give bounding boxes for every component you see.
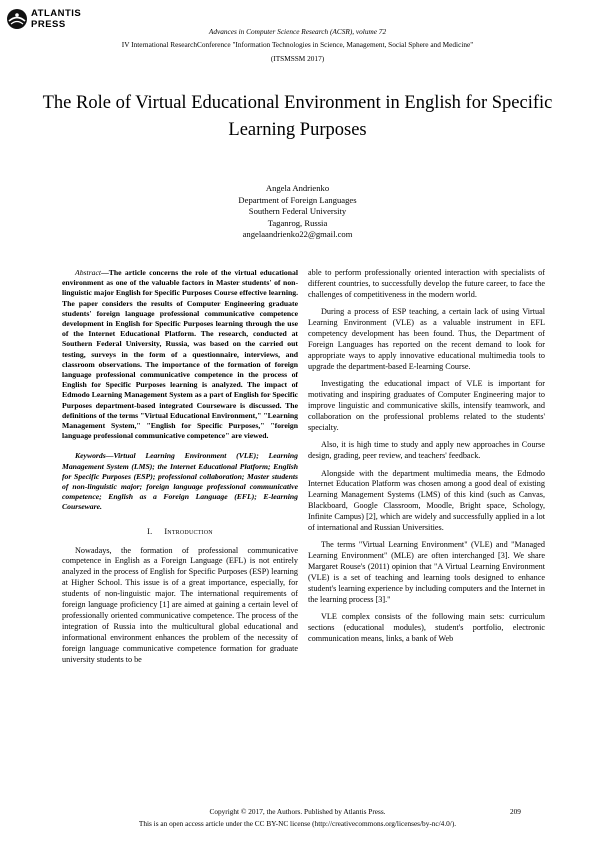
body-paragraph: The terms "Virtual Learning Environment" (VLE) and "Managed Learning Environment" (MLE) are often interchanged [3]. We share Margaret Rouse's (2011) opinion that "A Virtual Learning Environment (VLE) is a set of teaching and learning tools designed to enhance student's learning experience by including computers and the Internet in the learning process [3]."	[308, 540, 545, 604]
body-paragraph: able to perform professionally oriented interaction with specialists of different countries, to successfully develop the future career, to face the challenges of competitiveness in the modern world.	[308, 268, 545, 299]
running-header-acronym: (ITSMSSM 2017)	[270, 54, 325, 63]
footer-copyright: Copyright © 2017, the Authors. Published by Atlantis Press.	[209, 807, 386, 816]
author-block	[0, 183, 595, 241]
section-heading-introduction	[62, 527, 298, 538]
page-number: 209	[510, 807, 521, 816]
keywords	[62, 451, 298, 512]
body-paragraph: Also, it is high time to study and apply new approaches in Course design, grading, peer review, and teachers' feedback.	[308, 440, 545, 461]
author-name: Angela Andrienko	[265, 183, 330, 193]
abstract-label: Abstract	[75, 268, 102, 277]
footer-license[interactable]: This is an open access article under the CC BY-NC license (http://creativecommons.org/licenses/by-nc/4.0/).	[138, 819, 457, 828]
paper-title: The Role of Virtual Educational Environment in English for Specific Learning Purposes	[42, 93, 553, 140]
author-city: Taganrog, Russia	[267, 217, 328, 228]
left-column	[62, 268, 298, 672]
body-paragraph: Investigating the educational impact of VLE is important for motivating and inspiring graduates of Computer Engineering major to improve linguistic and communicative skills, intensify teamwork, and collaboration on the professional problems related to the students' specialty.	[308, 379, 545, 432]
abstract	[62, 268, 298, 441]
author-email[interactable]: angelaandrienko22@gmail.com	[242, 229, 353, 240]
running-header-conference: IV International ResearchConference "Information Technologies in Science, Management, Social Sphere and Medicine"	[121, 40, 474, 49]
author-department: Department of Foreign Languages	[238, 194, 357, 205]
body-paragraph: During a process of ESP teaching, a certain lack of using Virtual Learning Environment (VLE) as a valuable instrument in EFL competency development has been found. Thus, the Department of Foreign Languages has reported on the recent demand to look for appropriate ways to apply innovative educational multimedia tools to upgrade the department-based E-learning Course.	[308, 307, 545, 371]
section-title: Introduction	[164, 526, 213, 536]
keywords-text: —Virtual Learning Environment (VLE); Learning Management System (LMS); the Internet Educational Platform; English for Specific Purposes (ESP); professional collaboration; Master students of non-linguistic major; foreign language professional communicative competence; English as a Foreign Language (EFL); E-learning Courseware.	[62, 451, 298, 512]
logo-line-2: PRESS	[31, 19, 66, 30]
author-university: Southern Federal University	[248, 206, 347, 217]
body-paragraph: VLE complex consists of the following main sets: curriculum sections (educational modules), student's portfolio, electronic communication means, links, a bank of Web	[308, 612, 545, 644]
running-header-series: Advances in Computer Science Research (ACSR), volume 72	[208, 27, 387, 36]
section-number: I.	[147, 526, 153, 536]
right-column	[308, 268, 545, 652]
body-paragraph: Nowadays, the formation of professional communicative competence in English as a Foreign Language (EFL) is not entirely analyzed in the process of English for Specific Purposes (ESP) learning at Higher School. This issue is of a great importance, especially, for students of non-linguistic major. The international requirements of foreign language proficiency [1] are aimed at gaining a certain level of professionally oriented communicative competence. The process of the integration of Russia into the multicultural global educational and informational environment enhances the problem of the necessity of foreign language communicative competence formation for graduate university students to be	[62, 545, 298, 664]
keywords-label: Keywords	[75, 451, 106, 461]
logo-line-1: ATLANTIS	[31, 8, 82, 19]
abstract-text: —The article concerns the role of the virtual educational environment as one of the valuable factors in Master students' of non-linguistic major English for Specific Purposes Course effective learning. The paper considers the results of Computer Engineering graduate students' foreign language professional communicative competence development in English for Specific Purposes learning through the use of the Internet Educational Platform. The research, conducted at Southern Federal University, Russia, was based on the carried out testing, surveys in the form of a questionnaire, interviews, and classroom observations. The importance of the formation of foreign language professional communicative competence in the process of English for Specific Purposes learning is analyzed. The impact of Edmodo Learning Management System as a part of English for Specific Purposes department-based integrated Courseware is discussed. The definitions of the terms "Virtual Educational Environment," "Learning Management System," "English for Specific Purposes," "foreign language professional communicative competence" are viewed.	[62, 268, 298, 441]
body-paragraph: Alongside with the department multimedia means, the Edmodo Internet Education Platform was chosen among a good deal of existing Learning Management Systems (LMS) of this kind (such as Canvas, Blackboard, Google Classroom, Moodle, Bright space, Schology, Infinite Campus) [2], which are widely and successfully applied in a lot of international and Russian Universities.	[308, 468, 545, 533]
